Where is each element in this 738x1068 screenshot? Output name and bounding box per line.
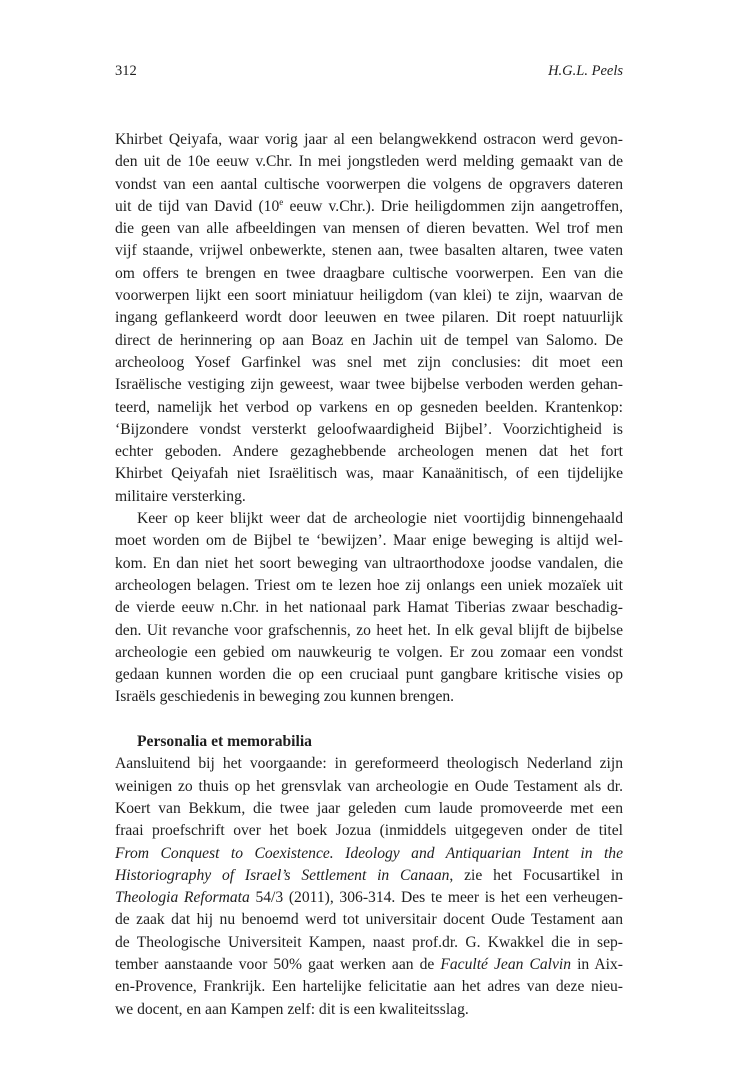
journal-title: Theologia Reformata	[115, 889, 250, 907]
text-line: weinigen zo thuis op het grensvlak van archeologie en Oude Testament als dr.	[115, 777, 623, 795]
text-line	[115, 887, 623, 909]
section-heading: Personalia et memorabilia	[137, 733, 312, 751]
text-line	[115, 843, 623, 865]
book-title: Historiography of Israel’s Settlement in Canaan	[115, 866, 450, 884]
text-line: Aansluitend bij het voorgaande: in gereformeerd theologisch Nederland zijn	[115, 755, 623, 773]
text-line: ingang geflankeerd wordt door leeuwen en twee pilaren. Dit roept natuurlijk	[115, 309, 623, 327]
text-line: militaire versterking.	[115, 487, 246, 505]
running-head-author: H.G.L. Peels	[548, 63, 623, 79]
text-line: archeologie een gebied om nauwkeurig te volgen. Er zou zomaar een vondst	[115, 643, 623, 661]
text-line: fraai proefschrift over het boek Jozua (inmiddels uitgegeven onder de titel	[115, 822, 623, 840]
text-line: de vierde eeuw n.Chr. in het nationaal park Hamat Tiberias zwaar beschadig-	[115, 599, 623, 617]
text-line	[115, 954, 623, 976]
text-fragment: tember aanstaande voor 50% gaat werken aan de	[115, 955, 441, 973]
book-title: From Conquest to Coexistence. Ideology and Antiquarian Intent in the	[115, 844, 623, 862]
text-line: Koert van Bekkum, die twee jaar geleden cum laude promoveerde met een	[115, 799, 623, 817]
paragraph-qeiyafa	[115, 129, 623, 508]
text-line: voorwerpen lijkt een soort miniatuur heiligdom (van klei) te zijn, waarvan de	[115, 287, 623, 305]
text-line: we docent, en aan Kampen zelf: dit is een kwaliteitsslag.	[115, 1000, 469, 1018]
paragraph-archeology	[115, 508, 623, 709]
institution-name: Faculté Jean Calvin	[440, 955, 572, 973]
text-line: archeologen belagen. Triest om te lezen hoe zij onlangs een uniek mozaïek uit	[115, 576, 623, 594]
text-line: echter geboden. Andere gezaghebbende archeologen menen dat het fort	[115, 443, 623, 461]
text-line	[115, 196, 623, 218]
section-personalia	[115, 731, 623, 1021]
text-line: om offers te brengen en twee draagbare cultische voorwerpen. Een van die	[115, 264, 623, 282]
page-number: 312	[115, 63, 137, 79]
text-line: de zaak dat hij nu benoemd werd tot universitair docent Oude Testament aan	[115, 911, 623, 929]
text-fragment: , zie het Focusartikel in	[449, 866, 623, 884]
text-fragment: eeuw v.Chr.). Drie heiligdommen zijn aangetroffen,	[289, 197, 623, 215]
text-fragment: 54/3 (2011), 306-314. Des te meer is het een verheugen-	[249, 889, 623, 907]
text-line: gedaan kunnen worden die op een cruciaal punt gangbare kritische visies op	[115, 666, 623, 684]
text-line: die geen van alle afbeeldingen van mensen of dieren bevatten. Wel trof men	[115, 220, 623, 238]
text-line: ‘Bijzondere vondst versterkt geloofwaardigheid Bijbel’. Voorzichtigheid is	[115, 420, 623, 438]
text-line: teerd, namelijk het verbod op varkens en op gesneden beelden. Krantenkop:	[115, 398, 623, 416]
text-line: de Theologische Universiteit Kampen, naast prof.dr. G. Kwakkel die in sep-	[115, 933, 623, 951]
text-line	[115, 865, 623, 887]
text-line: den uit de 10e eeuw v.Chr. In mei jongstleden werd melding gemaakt van de	[115, 153, 623, 171]
text-line: vijf staande, vrijwel onbewerkte, stenen aan, twee basalten altaren, twee vaten	[115, 242, 623, 260]
text-line: den. Uit revanche voor grafschennis, zo heet het. In elk geval blijft de bijbelse	[115, 621, 623, 639]
text-line: en-Provence, Frankrijk. Een hartelijke felicitatie aan het adres van deze nieu-	[115, 978, 623, 996]
text-line: Khirbet Qeiyafa, waar vorig jaar al een belangwekkend ostracon werd gevon-	[115, 131, 623, 148]
text-line: Khirbet Qeiyafah niet Israëlitisch was, maar Kanaänitisch, of een tijdelijke	[115, 465, 623, 483]
superscript: e	[279, 196, 284, 207]
text-line: Israëls geschiedenis in beweging zou kunnen brengen.	[115, 688, 455, 706]
text-line: moet worden om de Bijbel te ‘bewijzen’. Maar enige beweging is altijd wel-	[115, 532, 623, 550]
article-body	[115, 129, 623, 1021]
text-line: Israëlische vestiging zijn geweest, waar twee bijbelse verboden werden gehan-	[115, 376, 623, 394]
text-line: kom. En dan niet het soort beweging van ultraorthodoxe joodse vandalen, die	[115, 554, 623, 572]
text-line: vondst van een aantal cultische voorwerpen die volgens de opgravers dateren	[115, 175, 623, 193]
text-fragment: uit de tijd van David (10	[115, 197, 280, 215]
section-spacer	[115, 709, 623, 731]
text-line: archeoloog Yosef Garfinkel was snel met zijn conclusies: dit moet een	[115, 353, 623, 371]
text-line: direct de herinnering op aan Boaz en Jachin uit de tempel van Salomo. De	[115, 331, 623, 349]
text-fragment: in Aix-	[571, 955, 623, 973]
text-line: Keer op keer blijkt weer dat de archeologie niet voortijdig binnengehaald	[137, 510, 623, 528]
